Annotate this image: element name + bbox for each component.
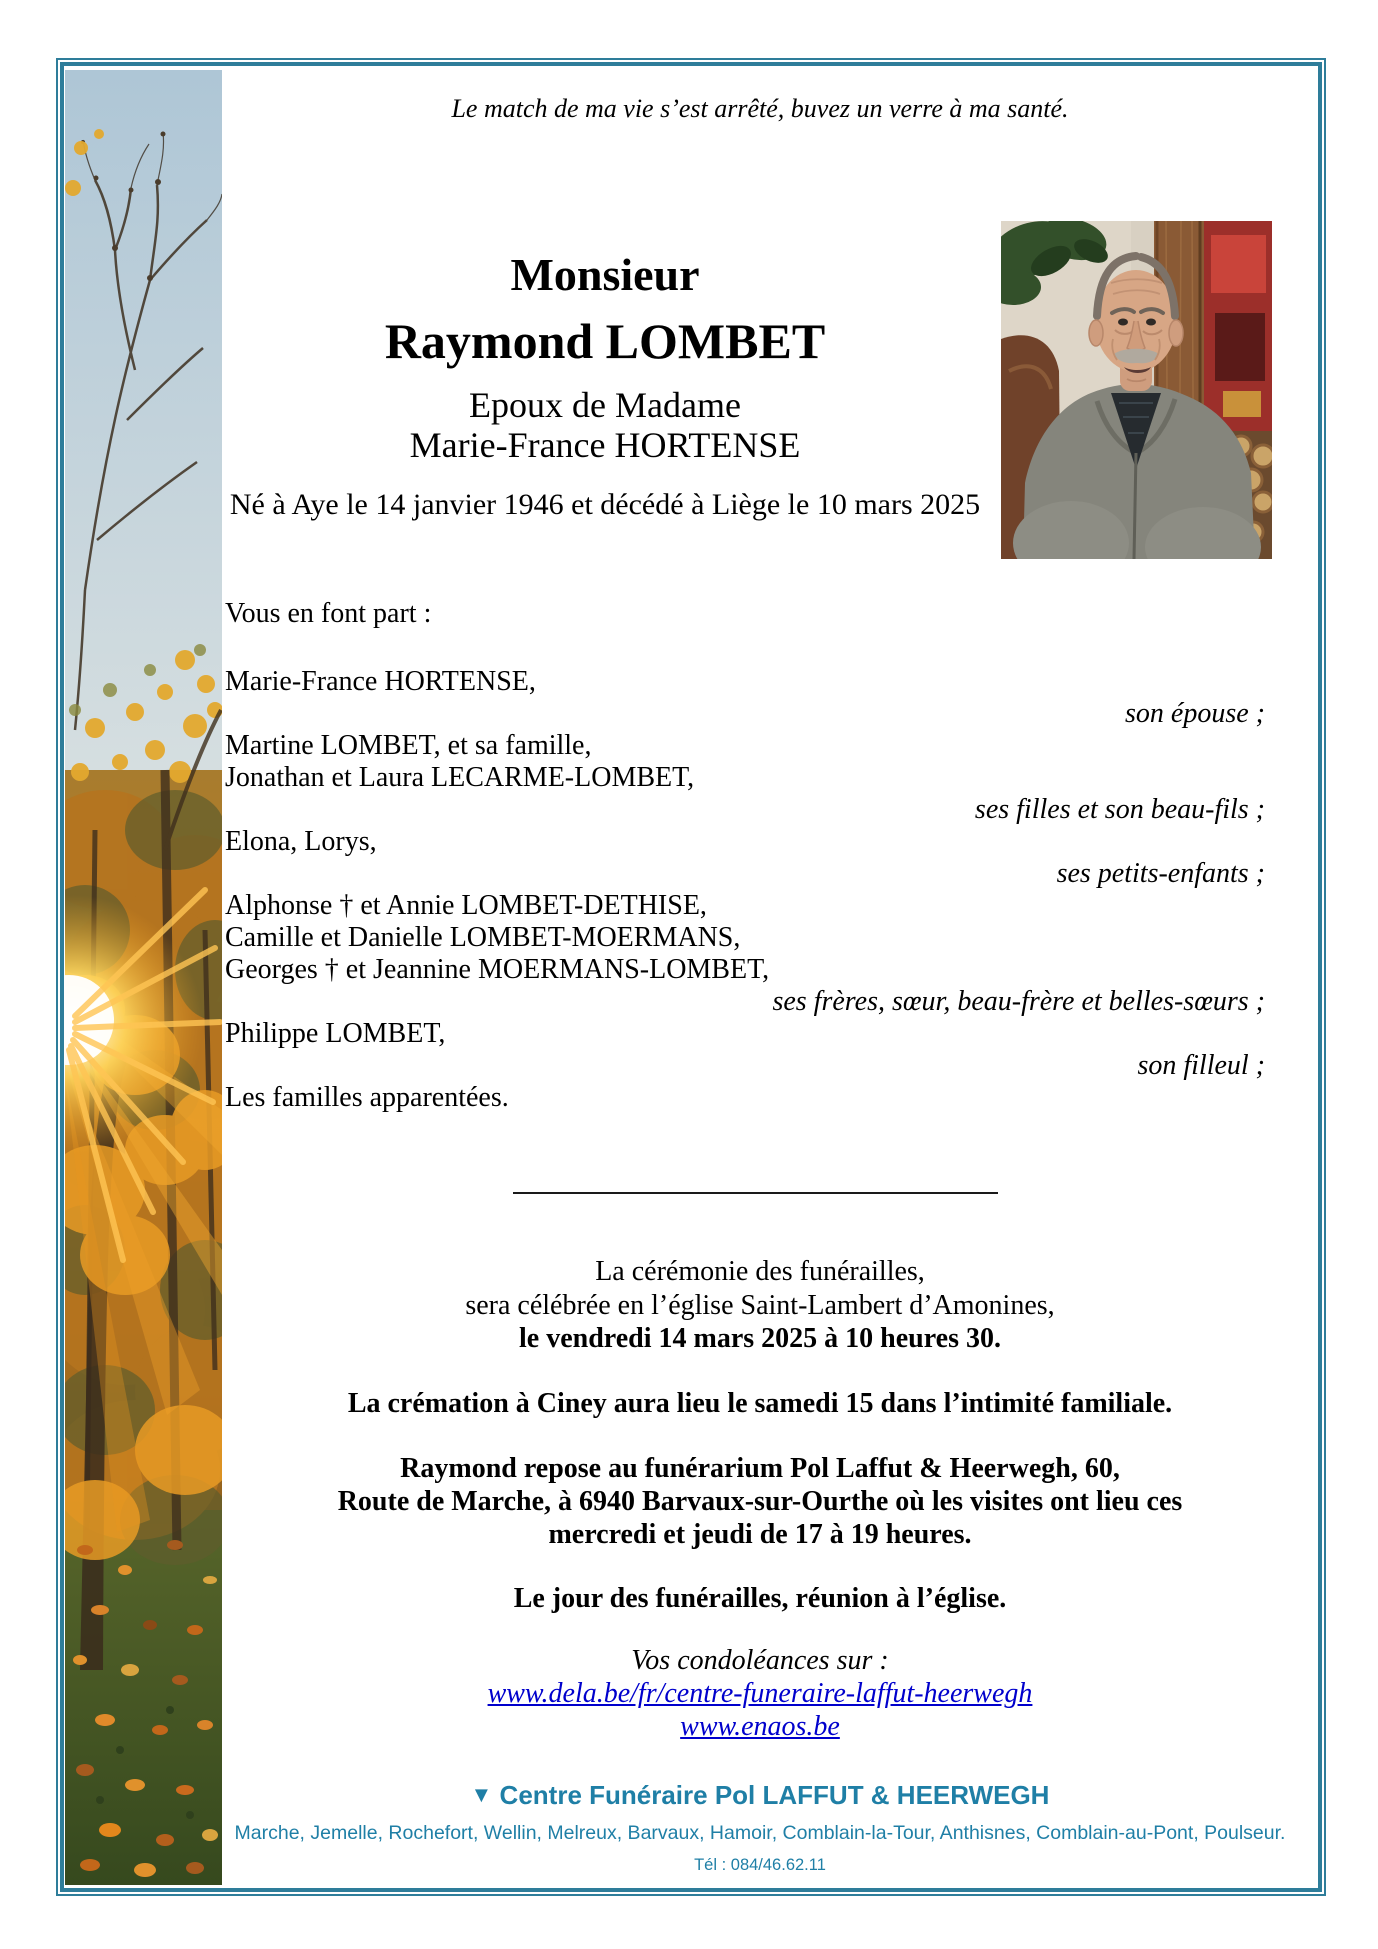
family-line: Camille et Danielle LOMBET-MOERMANS, <box>225 922 741 953</box>
portrait-photo <box>1001 221 1272 559</box>
condolences-label: Vos condoléances sur : <box>631 1645 889 1676</box>
deceased-portrait-illustration <box>1001 221 1272 559</box>
relation-label: son épouse ; <box>1125 698 1265 729</box>
relation-label: ses filles et son beau-fils ; <box>974 794 1265 825</box>
autumn-trees-illustration <box>65 70 222 1885</box>
repose-line: Route de Marche, à 6940 Barvaux-sur-Ourthe où les visites ont lieu ces <box>337 1486 1183 1517</box>
family-list <box>225 666 1265 1114</box>
life-dates: Né à Aye le 14 janvier 1946 et décédé à Liège le 10 mars 2025 <box>229 488 981 521</box>
funeral-home-title <box>225 1780 1295 1811</box>
announcement-intro: Vous en font part : <box>225 598 432 629</box>
ceremony-line: sera célébrée en l’église Saint-Lambert d’Amonines, <box>465 1290 1055 1321</box>
family-line: Elona, Lorys, <box>225 826 377 857</box>
family-line: Alphonse † et Annie LOMBET-DETHISE, <box>225 890 707 921</box>
memorial-quote: Le match de ma vie s’est arrêté, buvez un verre à ma santé. <box>451 94 1069 123</box>
funeral-home-name: Centre Funéraire Pol LAFFUT & HEERWEGH <box>499 1780 1050 1810</box>
family-line: Georges † et Jeannine MOERMANS-LOMBET, <box>225 954 770 985</box>
enaos-link[interactable]: www.enaos.be <box>680 1711 840 1742</box>
cremation-line: La crémation à Ciney aura lieu le samedi 15 dans l’intimité familiale. <box>347 1388 1173 1419</box>
condolences-link-wrapper <box>225 1678 1295 1710</box>
funeral-home-phone: Tél : 084/46.62.11 <box>694 1856 826 1874</box>
condolences-link-wrapper <box>225 1711 1295 1743</box>
repose-line: mercredi et jeudi de 17 à 19 heures. <box>548 1519 972 1550</box>
funeral-home-link[interactable]: www.dela.be/fr/centre-funeraire-laffut-heerwegh <box>487 1678 1033 1709</box>
family-line: Philippe LOMBET, <box>225 1018 446 1049</box>
title-civility: Monsieur <box>510 249 700 300</box>
triangle-logo-icon: ▼ <box>470 1782 493 1807</box>
family-line: Marie-France HORTENSE, <box>225 666 536 697</box>
family-line: Les familles apparentées. <box>225 1082 509 1113</box>
ceremony-date: le vendredi 14 mars 2025 à 10 heures 30. <box>519 1323 1001 1354</box>
spouse-name: Marie-France HORTENSE <box>409 425 801 465</box>
deceased-name: Raymond LOMBET <box>384 313 826 369</box>
autumn-photo-strip <box>65 70 222 1885</box>
relation-label: ses frères, sœur, beau-frère et belles-sœurs ; <box>772 986 1265 1017</box>
funeral-home-locations: Marche, Jemelle, Rochefort, Wellin, Melreux, Barvaux, Hamoir, Comblain-la-Tour, Anthisnes, Comblain-au-Pont, Poulseur. <box>234 1822 1286 1844</box>
relation-label: ses petits-enfants ; <box>1056 858 1265 889</box>
separator-line <box>513 1180 998 1194</box>
relation-label: son filleul ; <box>1137 1050 1265 1081</box>
reunion-line: Le jour des funérailles, réunion à l’église. <box>513 1583 1007 1614</box>
ceremony-line: La cérémonie des funérailles, <box>595 1256 925 1287</box>
spouse-intro: Epoux de Madame <box>469 385 741 425</box>
family-line: Martine LOMBET, et sa famille, <box>225 730 592 761</box>
family-line: Jonathan et Laura LECARME-LOMBET, <box>225 762 695 793</box>
repose-line: Raymond repose au funérarium Pol Laffut & Heerwegh, 60, <box>400 1453 1120 1484</box>
